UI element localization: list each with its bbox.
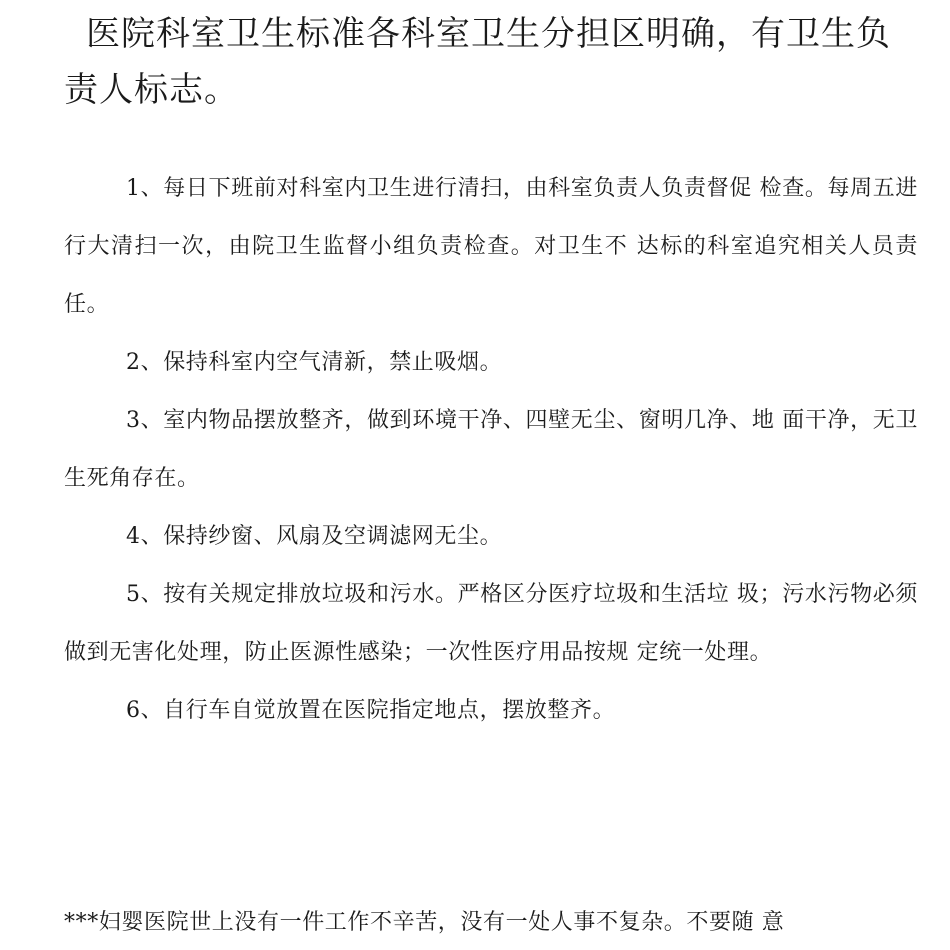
- paragraph-4: 4、保持纱窗、风扇及空调滤网无尘。: [126, 524, 503, 549]
- footer-note: ***妇婴医院世上没有一件工作不辛苦，没有一处人事不复杂。不要随 意: [64, 910, 785, 935]
- document-title: 医院科室卫生标准各科室卫生分担区明确，有卫生负责人标志。: [64, 14, 891, 110]
- paragraph-5: 5、按有关规定排放垃圾和污水。严格区分医疗垃圾和生活垃 圾；污水污物必须做到无害化处理，防止医源性感染；一次性医疗用品按规 定统一处理。: [64, 582, 918, 665]
- paragraph-2: 2、保持科室内空气清新，禁止吸烟。: [126, 350, 503, 375]
- paragraph-3: 3、室内物品摆放整齐，做到环境干净、四壁无尘、窗明几净、地 面干净，无卫生死角存在。: [64, 408, 918, 491]
- document-body: [64, 160, 918, 740]
- paragraph-6: 6、自行车自觉放置在医院指定地点，摆放整齐。: [126, 698, 616, 723]
- paragraph-1: 1、每日下班前对科室内卫生进行清扫，由科室负责人负责督促 检查。每周五进行大清扫一次，由院卫生监督小组负责检查。对卫生不 达标的科室追究相关人员责任。: [64, 176, 918, 317]
